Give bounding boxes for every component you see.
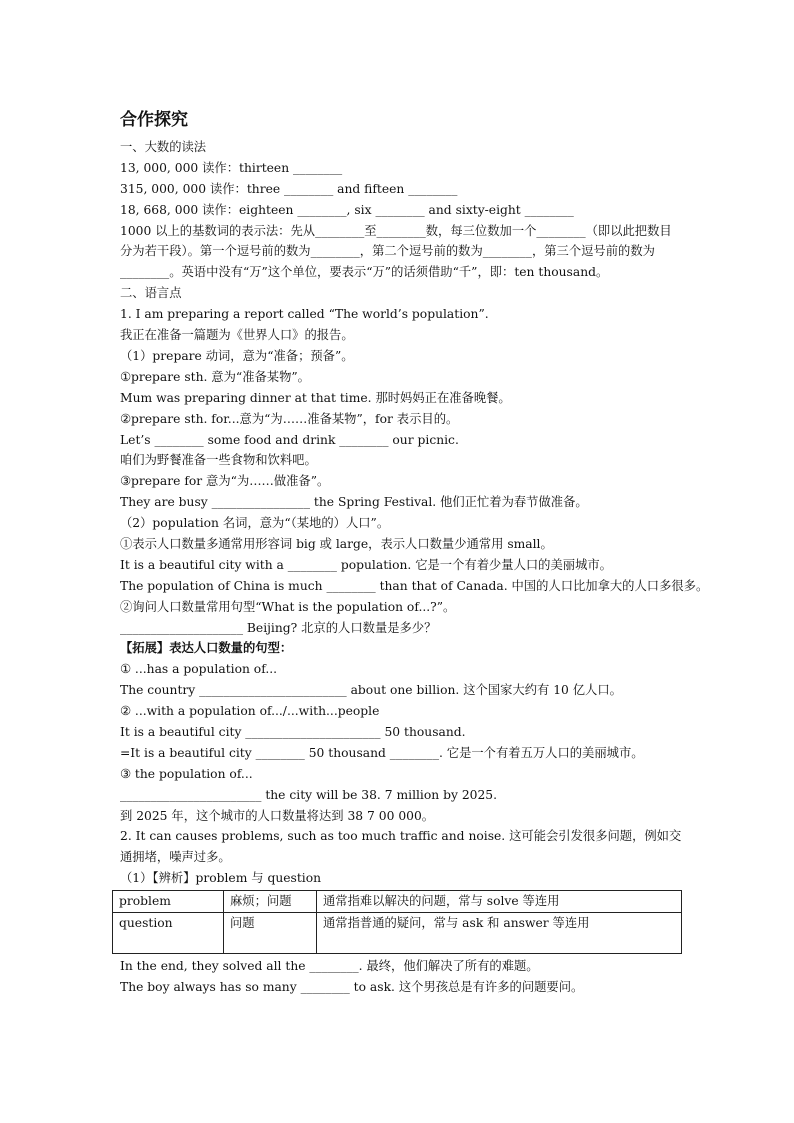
- text-line: 我正在准备一篇题为《世界人口》的报告。: [120, 328, 354, 343]
- worksheet-page: [119, 103, 709, 998]
- text-line: 到 2025 年，这个城市的人口数量将达到 38 7 00 000。: [120, 808, 435, 823]
- text-line: 咱们为野餐准备一些食物和饮料吧。: [120, 453, 317, 468]
- exercise-line: 13, 000, 000 读作：thirteen ________: [120, 160, 343, 175]
- text-line: （1）prepare 动词，意为“准备；预备”。: [120, 348, 354, 363]
- exercise-line: The country ________________________ about one billion. 这个国家大约有 10 亿人口。: [120, 683, 622, 698]
- text-line: ②询问人口数量常用句型“What is the population of...?”。: [120, 599, 456, 614]
- table-cell: problem: [113, 891, 224, 913]
- rule-paragraph: 1000 以上的基数词的表示法：先从________至________数，每三位数加一个________（即以此把数目分为若干段）。第一个逗号前的数为________，第二个逗号前的数为________，第三个逗号前的数为________。英语中没有“万”这个单位，要表示“万”的话须借助“千”，即：ten thousand。: [120, 223, 672, 280]
- text-line: （2）population 名词，意为“（某地的）人口”。: [120, 516, 390, 531]
- exercise-line: 315, 000, 000 读作：three ________ and fifteen ________: [120, 181, 458, 196]
- section-heading-big-numbers: 一、大数的读法: [120, 140, 207, 154]
- text-line: 1. I am preparing a report called “The world’s population”.: [120, 307, 489, 322]
- text-line: ① ...has a population of...: [120, 662, 278, 677]
- exercise-line: It is a beautiful city ______________________ 50 thousand.: [120, 724, 466, 739]
- exercise-line: It is a beautiful city with a ________ population. 它是一个有着少量人口的美丽城市。: [120, 557, 612, 572]
- comparison-table: [112, 890, 682, 954]
- text-line: Mum was preparing dinner at that time. 那时妈妈正在准备晚餐。: [120, 390, 511, 405]
- exercise-line: The population of China is much ________ than that of Canada. 中国的人口比加拿大的人口多很多。: [120, 578, 709, 593]
- table-row: [113, 913, 682, 954]
- table-cell: question: [113, 913, 224, 954]
- text-line: ③prepare for 意为“为……做准备”。: [120, 474, 330, 489]
- exercise-line: =It is a beautiful city ________ 50 thousand ________. 它是一个有着五万人口的美丽城市。: [120, 745, 644, 760]
- text-line: ①prepare sth. 意为“准备某物”。: [120, 369, 310, 384]
- extension-heading: 【拓展】表达人口数量的句型：: [120, 641, 293, 656]
- exercise-line: Let’s ________ some food and drink ________ our picnic.: [120, 432, 459, 447]
- text-line: ①表示人口数量多通常用形容词 big 或 large，表示人口数量少通常用 small。: [120, 536, 553, 551]
- exercise-line: ____________________ Beijing? 北京的人口数量是多少？: [120, 620, 437, 635]
- section-part2: [120, 659, 682, 889]
- section-part1: [120, 137, 709, 638]
- text-line: ③ the population of...: [120, 766, 253, 781]
- text-line: （1）【辨析】problem 与 question: [120, 871, 322, 886]
- exercise-line: They are busy ________________ the Spring Festival. 他们正忙着为春节做准备。: [120, 495, 588, 510]
- table-cell: 通常指普通的疑问，常与 ask 和 answer 等连用: [317, 913, 682, 954]
- exercise-line: _______________________ the city will be 38. 7 million by 2025.: [120, 787, 498, 802]
- text-line: ② ...with a population of.../...with...people: [120, 704, 380, 719]
- text-line: ②prepare sth. for...意为“为……准备某物”，for 表示目的。: [120, 411, 459, 426]
- exercise-line: In the end, they solved all the ________. 最终，他们解决了所有的难题。: [120, 959, 539, 974]
- section-part3: [120, 956, 682, 998]
- page-title: 合作探究: [120, 110, 188, 130]
- exercise-line: The boy always has so many ________ to ask. 这个男孩总是有许多的问题要问。: [120, 980, 584, 995]
- table-cell: 麻烦；问题: [224, 891, 317, 913]
- table-cell: 通常指难以解决的问题，常与 solve 等连用: [317, 891, 682, 913]
- table-row: [113, 891, 682, 913]
- section-heading-language-points: 二、语言点: [120, 286, 182, 301]
- text-paragraph: 2. It can causes problems, such as too much traffic and noise. 这可能会引发很多问题，例如交通拥堵，噪声过多。: [120, 829, 682, 865]
- exercise-line: 18, 668, 000 读作：eighteen ________, six ________ and sixty-eight ________: [120, 202, 574, 217]
- table-cell: 问题: [224, 913, 317, 954]
